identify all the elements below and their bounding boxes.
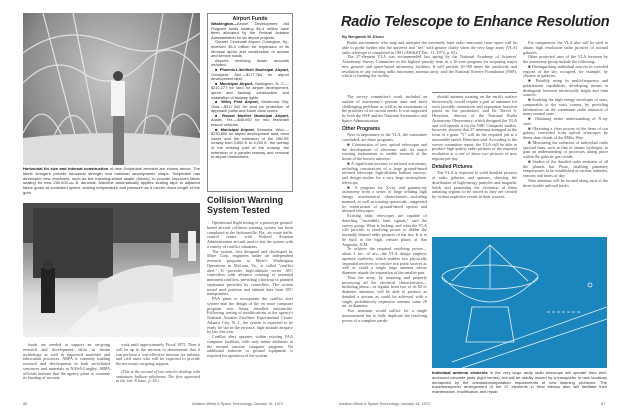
sidebar-title: Airport Funds	[232, 16, 268, 22]
collision-warning-body: Operational flight testing of a prototype ground-based aircraft collision warning system has been completed at the Jacksonville, Fla., air route traffic control center, with Federal Aviation Administration aircraft used to test the system with a variety of conflict situations. The system, first designed and developed by Mitre Corp. engineers under an independent research program at Mitre's Washington Operations in McLean, Va., is called "conflict alert." It provides high-altitude sector ATC controllers with advance warning of potential imminent conflicts, providing a back-up to planned separation provided by controllers. The system tested used position and altitude data from ATC transponders. FAA plans to incorporate the conflict alert system into the design of the en route computer program now being installed nationwide. Following testing of modifications at the agency's National Aviation Facilities Experimental Center, Atlantic City, N. J., the system is expected to be ready for use in the en route, high-altitude airspace by late this year. Conflict alert operates within existing FAA computer facilities, with only minor additions to the normal enroute computer program. No additional airborne or ground equipment is required for operation of the system.	[207, 220, 293, 358]
bullet: ■ A significant increase in infrared astronomy, including construction of a large ground-based infrared telescope, high-altitude balloon surveys, and design studies for a very large stratospheric telescope.	[342, 160, 427, 185]
sidebar-item: ■ Phoenix-Litchfield Municipal Airport, Goodyear, Ariz.—$177,784 for airport development land.	[211, 66, 290, 82]
wheel-sealer-photo	[23, 203, 200, 337]
right-page-number: 87	[601, 402, 606, 406]
bullet: ■ Distinguishing individual sources in crowded regions of the sky occupied, for example, by clusters of galaxies.	[523, 63, 608, 79]
sidebar-item: ■ Municipal Airport, Burlington, N. C.—$210,277 for land for airport development, apron and taxiway construction and installation of taxiway lights.	[211, 80, 290, 100]
bullet: ■ Studies of the detailed radio emission of all the planets but Pluto, enabling planetary temperatures to be established at various latitudes, seasons and times of day.	[523, 158, 608, 178]
left-footer-publication: Aviation Week & Space Technology, January 15, 1973	[192, 402, 283, 406]
bullet: ■ Obtaining better understanding of X-ray stars.	[523, 116, 609, 126]
subhead-detailed-pictures: Detailed Pictures	[432, 163, 473, 170]
sidebar-item: ■ Robert Mueller Municipal Airport, Austin, Tex.—$48,000 for two fire/crash rescue vehicles.	[211, 112, 289, 128]
article-col3: For comparison, the VLA also will be used to obtain high resolution radio pictures of normal galaxies. Other projected uses of the VLA foreseen by the astronomy group include the following: ■ Distinguishing individual sources in crowded regions of the sky occupied, for example, by clusters of galaxies. ■ Possibly using its multi-frequency and polarization capabilities, developing means to distinguish between intrinsically bright and faint sources. ■ Studying the high-energy envelopes of stars, comparable to the sun's corona, by providing information on the continuum radio emission of many normal stars. ■ Obtaining better understanding of X-ray stars. ■ Obtaining a clear picture of the heart of our galaxy, concealed from optical telescopes by dense dust clouds of the Milky Way. ■ Measuring the radiation of individual radio spectral lines, such as that of atomic hydrogen, to gain an understanding of processes taking place within the galactic gas clouds. ■ Studies of the detailed radio emission of all the planets but Pluto, enabling planetary temperatures to be established at various latitudes, seasons and times of day. Nine antennas will be located along each of the three double railroad tracks	[523, 40, 609, 188]
bullet: ■ Possibly using its multi-frequency and polarization capabilities, developing means to distinguish between intrinsically bright and faint sources.	[523, 78, 609, 98]
subhead-other-programs: Other Programs	[342, 125, 381, 132]
bullet: ■ Construction of new optical telescopes and the development of electronic aids for major existing instruments to enable research at the limits of the known universe.	[342, 141, 428, 161]
article-title: Radio Telescope to Enhance Resolution	[341, 14, 610, 30]
left-page-number: 86	[23, 402, 28, 406]
antenna-caption: Individual antenna elements in the very large array radio telescope will operate from well-anchored concrete pads (right center), but will be readily moved by a transporter to new locations demanded by the orientation/separation requirements of new listening problems. The track/transporter arrangement of the 27 elements in New Mexico also will facilitate their maintenance, modification and repair.	[432, 370, 607, 395]
article-col2: oloidal antenna rotating on the earth's surface theoretically would require a pair of antennas for each possible orientation and separation between points on the paraboloid, said Dr. David S. Heeschen, director of the National Radio Astronomy Observatory, which designed the VLA and will operate it for the NSF. Computer studies, however, showed that 27 antennas arranged in the form of a giant "Y" will do the required job at a reasonable speed, Heeschen said. According to the survey committee report, the VLA will be able to produce high quality radio pictures of the required resolution at a rate of about two pictures of new regions per day. Detailed Pictures The VLA is expected to yield detailed pictures of radio galaxies and quasars, showing the distribution of high-energy particles and magnetic fields and permitting the evolution of these radiating regions to be traced as they are created by violent explosive events in their sources.	[432, 94, 517, 199]
sidebar-item: ■ Wiley Post Airport, Oklahoma City, Okla.—$317,342 for land for protection of approach paths and future clear zones.	[211, 99, 290, 114]
antenna-illustration	[432, 237, 607, 368]
series-note: (This is the second of two articles dealing with stationary balloon platforms. The first appeared in the Jan. 8 issue, p. 56.)	[116, 368, 200, 384]
sidebar-item: ■ Municipal Airport, Kenosha, Wisc.—$230,850 for airport development land, clear zones and the extension of the NW-SE runway from 3,600 ft. to 4,200 ft., the overlay of the existing part of the runway, the extension of a parallel taxiway and removal of airport obstructions.	[211, 126, 289, 160]
right-footer-publication: Aviation Week & Space Technology, January 15, 1973	[339, 402, 430, 406]
aerostat-article-col1: funds are needed to support an on-going research and development effort in denim technology as well as improved materials and fabrication processes. ARPA is currently funding research and development in both air-inflated structures and materials at NASA-Langley. ARPA officials indicate that the agency plans to continue its funding of aerostat	[23, 342, 110, 381]
aerostat-article-col2: work until approximately Fiscal 1975. Then it will be up to the aerostat to demonstrate that it can perform a cost-effective mission for military and civil users who will be expected to provide the necessary on-going support. (This is the second of two articles dealing with stationary balloon platforms. The first appeared in the Jan. 8 issue, p. 56.)	[116, 342, 200, 384]
bullet: ■ Studying the high-energy envelopes of stars, comparable to the sun's corona, by providing information on the continuum radio emission of many normal stars.	[523, 97, 609, 117]
aerostat-interior-photo	[23, 13, 200, 165]
airport-funds-sidebar: Airport Funds Washington—Airport Development Aid Program funds totaling $4.4 million have been allocated by the Federal Aviation Administration for six airport projects. Greater Cincinnati Airport, Covington, Ky., received $3.4 million for expansion of its terminal apron and construction of access and service roads. Airports receiving lesser amounts included: ■ Phoenix-Litchfield Municipal Airport, Goodyear, Ariz.—$177,784 for airport development land. ■ Municipal Airport, Burlington, N. C.—$210,277 for land for airport development, apron and taxiway construction and installation of taxiway lights. ■ Wiley Post Airport, Oklahoma City, Okla.—$317,342 for land for protection of approach paths and future clear zones. ■ Robert Mueller Municipal Airport, Austin, Tex.—$48,000 for two fire/crash rescue vehicles. ■ Municipal Airport, Kenosha, Wisc.—$230,850 for airport development land, clear zones and the extension of the NW-SE runway from 3,600 ft. to 4,200 ft., the overlay of the existing part of the runway, the extension of a parallel taxiway and removal of airport obstructions.	[207, 13, 293, 192]
intro-divider	[432, 92, 517, 93]
bullet: ■ A program for X-ray and gamma-ray astronomy from a series of large orbiting high energy astronomical observatories—including manned, as well as rotating spacecraft—supported by construction of ground-based optical and infrared telescopes.	[342, 184, 427, 214]
byline: By Benjamin M. Elson	[342, 34, 384, 39]
aerostat-photo-caption: Horizontal fin size and internal construction of new Schjeldahl aerostat are shown above. The fabric stringers provide structural strength and maintain aerodynamic shape. Schjeldahl has developed new machines, such as the traveling-wheel sealer (below), to provide improved fabric sealing for new 250,000-cu.-ft. aerostat. Machine automatically applies sealing tape to adjacent fabric gores at controlled speed, sealing temperature and pressure as it moves down length of the gore.	[23, 166, 200, 195]
collision-warning-title: Collision Warning System Tested	[207, 195, 284, 215]
bullet: ■ Measuring the radiation of individual radio spectral lines, such as that of atomic hydrogen, to gain an understanding of processes taking place within the galactic gas clouds.	[523, 139, 608, 159]
bullet: ■ Obtaining a clear picture of the heart of our galaxy, concealed from optical telescopes by dense dust clouds of the Milky Way.	[523, 125, 608, 140]
article-intro: Radio astronomers who map and interpret the extremely faint radio emissions from space will be able to probe further into the universe and "see" with greater clarity when the very large array (VLA) radio telescope is completed in 1981 (AW&ST Dec. 11, 1972, p. 65). The 27-element VLA was recommended last spring by the National Academy of Sciences' Astronomy Survey Committee as the highest priority item in a 10-year program for acquiring major new ground- and space-based astronomy facilities. It will provide 10-100 times the sensitivity and resolution of any existing radio astronomy antenna array, said the National Science Foundation (NSF), which is funding the facility.	[342, 40, 517, 79]
article-col1: The survey committee's work included an outline of astronomy's present state and most challenging problems as well as an assessment of the priorities of its current needs. It was supported by both the NSF and the National Aeronautics and Space Administration. Other Programs Next in importance to the VLA, the committee concluded, are these programs: ■ Construction of new optical telescopes and the development of electronic aids for major existing instruments to enable research at the limits of the known universe. ■ A significant increase in infrared astronomy, including construction of a large ground-based infrared telescope, high-altitude balloon surveys, and design studies for a very large stratospheric telescope. ■ A program for X-ray and gamma-ray astronomy from a series of large orbiting high energy astronomical observatories—including manned, as well as rotating spacecraft—supported by construction of ground-based optical and infrared telescopes. Existing radio telescopes are capable of detecting "incredibly faint signals," said the survey group. What is lacking, and what the VLA will provide, is resolving power to deblur the normally blurred radio pictures of the sky. It is to be built in the high, remote plains of San Augustin, N.M. To achieve the required resolving power—about 1 sec. of arc—the VLA design employs aperture synthesis, which enables two physically separated receivers to resolve two point sources as well as could a single large antenna whose diameter equals the separation of the smaller pair. Thus the array, by retaining and properly processing all the electrical characteristics—including phase—of signals from two of its 82-ft. diameter antennas, will be able to produce as detailed a picture as could be achieved with a single, prohibitively expensive antenna some 20 mi. in diameter. Two antennas would suffice for a single measurement but to fully duplicate the resolving power of a complete parab-	[342, 94, 428, 323]
